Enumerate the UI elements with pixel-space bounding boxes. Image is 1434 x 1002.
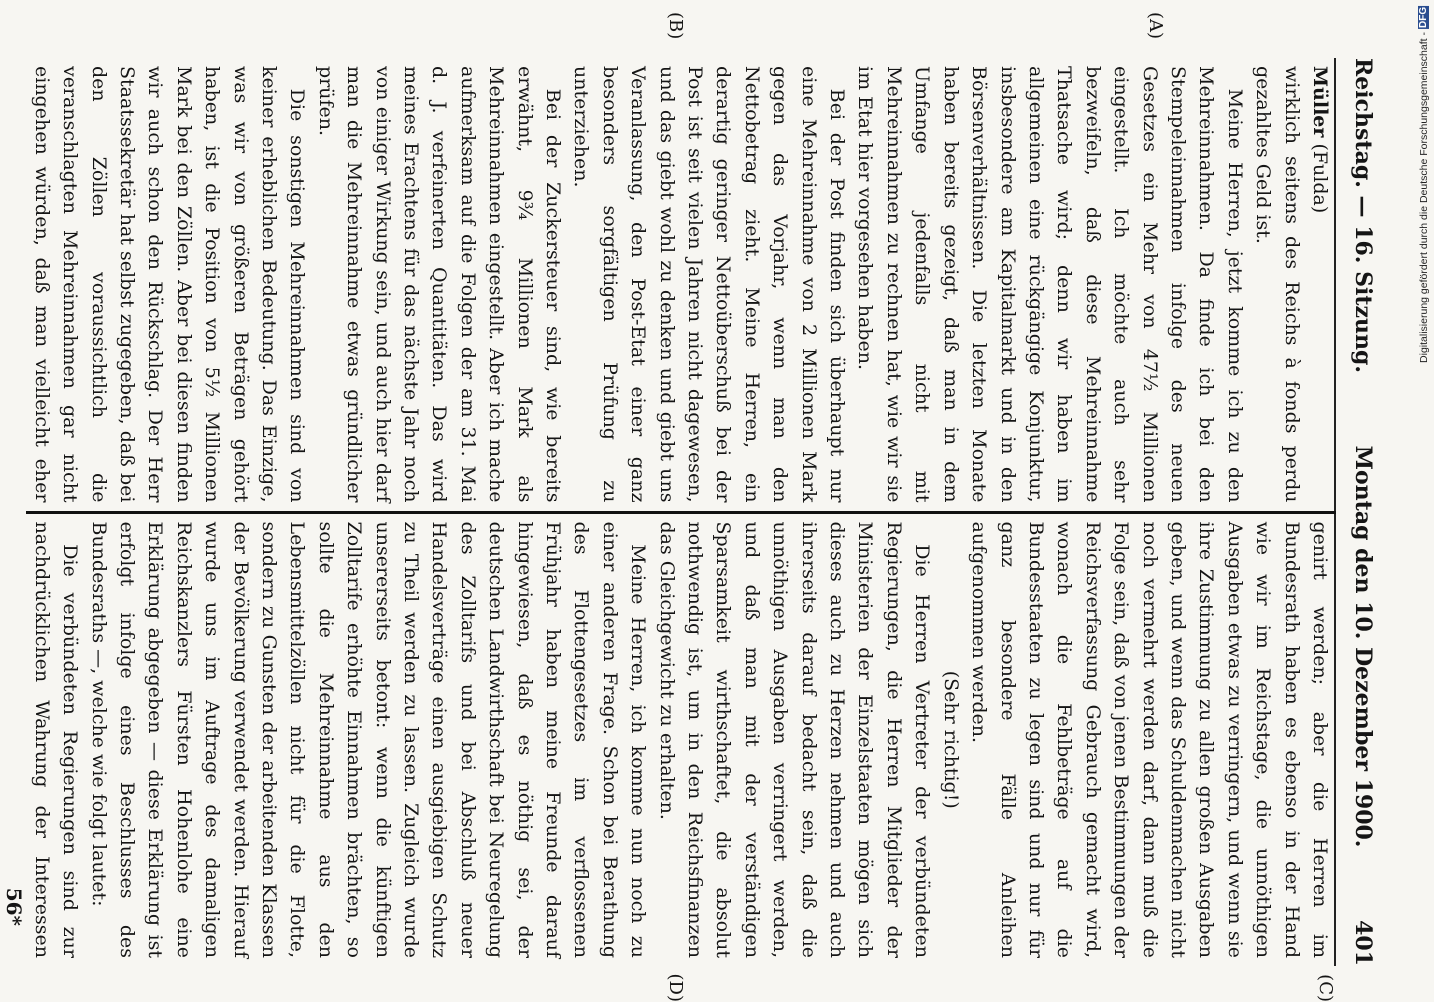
paragraph: genirt werden; aber die Herren im Bundesrath haben es ebenso in der Hand wie wir im Reichstage, die unnöthigen Ausgaben etwas zu verringern, und wenn sie ihre Zustimmung zu allen großen Ausgaben geben, und wenn das Schuldenmachen nicht noch vermehrt werden darf, dann muß die Folge sein, daß von jenen Bestimmungen der Reichsverfassung Gebrauch gemacht wird, wonach die Fehlbeträge auf die Bundesstaaten zu legen sind und nur für ganz besondere Fälle Anleihen aufgenommen werden. bbox=[968, 521, 1331, 958]
page-header bbox=[1342, 58, 1376, 966]
dfg-credit bbox=[1416, 6, 1432, 996]
sheet-mark: 56* bbox=[2, 887, 26, 926]
paragraph: Meine Herren, jetzt komme ich zu den Mehreinnahmen. Da finde ich bei den Stempeleinnahmen infolge des neuen Gesetzes ein Mehr von 47½ Millionen eingestellt. Ich möchte auch sehr bezweifeln, daß diese Mehreinnahme Thatsache wird; denn wir haben im allgemeinen eine rückgängige Konjunktur, insbesondere am Kapitalmarkt und in den Börsenverhältnissen. Die letzten Monate haben bereits gezeigt, daß man in dem Umfange jedenfalls nicht mit Mehreinnahmen zu rechnen hat, wie wir sie im Etat hier vorgesehen haben. bbox=[854, 66, 1246, 503]
paragraph: Bei der Zuckersteuer sind, wie bereits erwähnt, 9¾ Millionen Mark als Mehreinnahmen eingestellt. Aber ich mache aufmerksam auf die Folgen der am 31. Mai d. J. verfeinerten Quantitäten. Das wird meines Erachtens für das nächste Jahr noch von einiger Wirkung sein, und auch hier darf man die Mehreinnahme etwas gründlicher prüfen. bbox=[314, 66, 565, 503]
paragraph: Bei der Post finden sich überhaupt nur eine Mehreinnahme von 2 Millionen Mark gegen das Vorjahr, wenn man den Nettobetrag zieht. Meine Herren, ein derartig geringer Nettoüberschuß bei der Post ist seit vielen Jahren nicht dagewesen, und das giebt wohl zu denken und giebt uns Veranlassung, den Post-Etat einer ganz besonders sorgfältigen Prüfung zu unterziehen. bbox=[570, 66, 849, 503]
paragraph: Die sonstigen Mehreinnahmen sind von keiner erheblichen Bedeutung. Das Einzige, was wir von größeren Beträgen gehört haben, ist die Position von 5½ Millionen Mark bei den Zöllen. Aber bei diesen finden wir auch schon den Rückschlag. Der Herr Staatssekretär hat selbst zugegeben, daß bei den Zöllen voraussichtlich die veranschlagten Mehreinnahmen gar nicht eingehen würden, daß man vielleicht eher bbox=[30, 66, 309, 503]
paragraph: Meine Herren, ich komme nun noch zu einer anderen Frage. Schon bei Berathung des Flottengesetzes im verflossenen Frühjahr haben meine Freunde darauf hingewiesen, daß es nöthig sei, der deutschen Landwirthschaft bei Neuregelung des Zolltarifs und bei Abschluß neuer Handelsverträge einen ausgiebigen Schutz zu Theil werden zu lassen. Zugleich wurde unsererseits betont: wenn die künftigen Zolltarife erhöhte Einnahmen brächten, so sollte die Mehreinnahme aus den Lebensmittelzöllen nicht für die Flotte, sondern zu Gunsten der arbeitenden Klassen der Bevölkerung verwendet werden. Hierauf wurde uns im Auftrage des damaligen Reichskanzlers Fürsten Hohenlohe eine Erklärung abgegeben — diese Erklärung ist erfolgt infolge eines Beschlusses des Bundesraths —, welche wie folgt lautet: bbox=[87, 521, 650, 958]
speaker-name: Müller bbox=[1309, 66, 1331, 138]
header-date: Montag den 10. Dezember 1900. bbox=[1350, 445, 1376, 848]
interjection: (Sehr richtig!) bbox=[939, 670, 962, 809]
text-columns bbox=[26, 12, 1336, 1002]
credit-text: Digitalisierung gefördert durch die Deutsche Forschungsgemeinschaft - DFG bbox=[1418, 7, 1430, 363]
dfg-logo: DFG bbox=[1418, 7, 1429, 29]
page-number: 401 bbox=[1350, 920, 1376, 966]
margin-marker-c: (C) bbox=[1315, 974, 1336, 1002]
header-left: Reichstag. — 16. Sitzung. bbox=[1350, 58, 1376, 374]
margin-marker-d: (D) bbox=[665, 973, 686, 1002]
paragraph: Die Herren Vertreter der verbündeten Regierungen, die Herren Mitglieder der Ministerien der Einzelstaaten mögen sich dieses auch zu Herzen nehmen und auch ihrerseits darauf bedacht sein, daß die unnöthigen Ausgaben verringert werden, und daß man mit der verständigen Sparsamkeit wirthschaftet, die absolut nothwendig ist, um in den Reichsfinanzen das Gleichgewicht zu erhalten. bbox=[655, 521, 934, 958]
margin-marker-b: (B) bbox=[665, 12, 686, 40]
speaker-suffix: (Fulda) bbox=[1309, 143, 1331, 214]
left-column bbox=[26, 58, 1336, 511]
paragraph: Die verbündeten Regierungen sind zur nachdrücklichen Wahrung der Interessen bbox=[30, 521, 82, 958]
right-column bbox=[26, 514, 1336, 967]
paragraph: wirklich seitens des Reichs à fonds perdu gezahltes Geld ist. bbox=[1252, 66, 1303, 503]
margin-marker-a: (A) bbox=[1145, 12, 1166, 40]
speaker-line bbox=[1306, 66, 1334, 503]
